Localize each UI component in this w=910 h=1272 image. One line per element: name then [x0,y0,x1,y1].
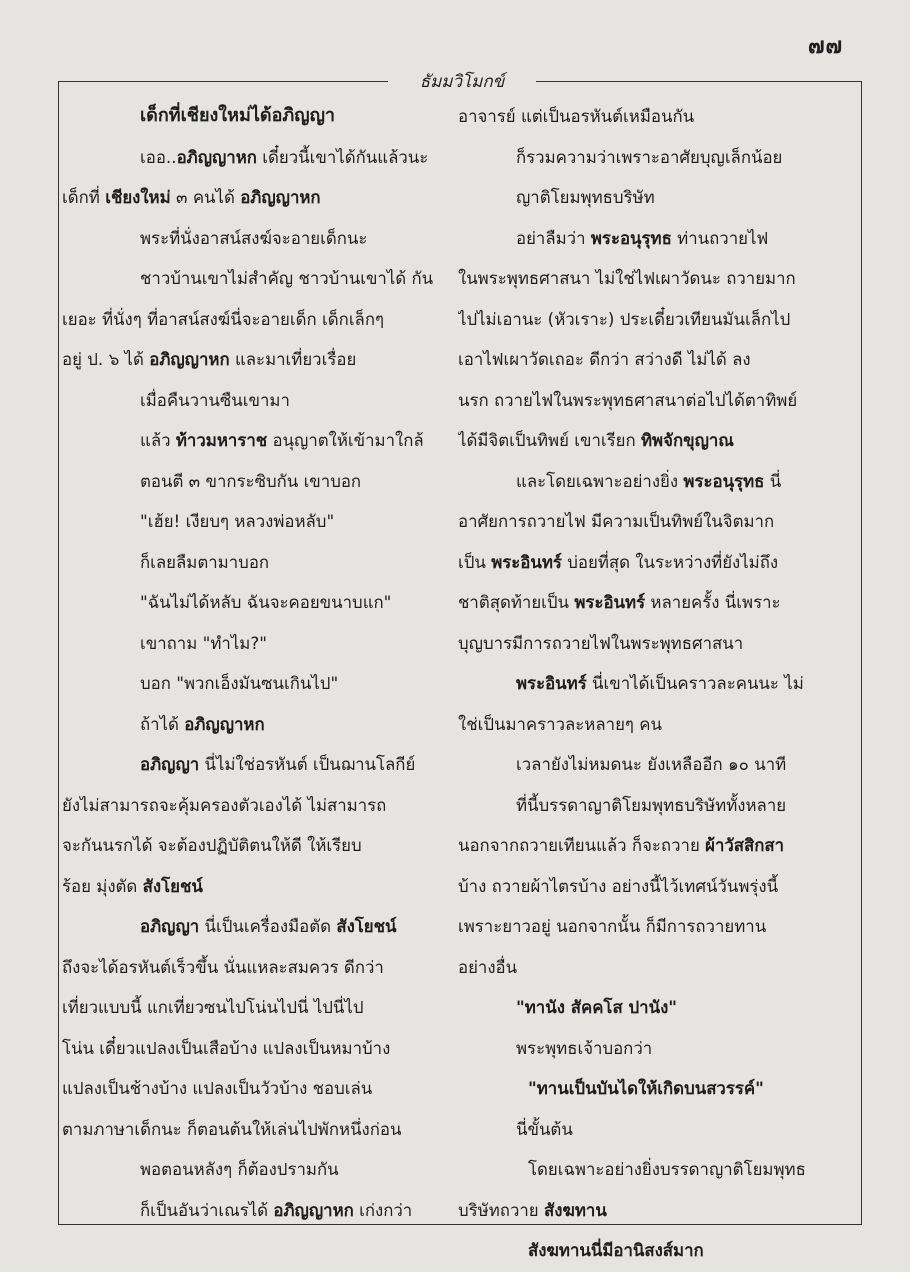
text-line [458,1028,830,1069]
bold-term: "ทานัง สัคคโส ปานัง" [516,997,678,1017]
bold-term: พระอินทร์ [516,673,587,693]
bold-term: สังโยชน์ [142,875,203,896]
text-line [458,825,830,866]
text-run: ถ้าได้ [140,713,185,734]
text-line [458,137,830,178]
text-line [62,663,446,704]
left-column [62,96,446,1230]
bold-term: ท้าวมหาราช [175,430,268,450]
text-line [62,1109,446,1150]
text-line [458,177,830,218]
text-run: อนุญาตให้เข้ามาใกล้ [267,430,424,450]
text-run: อย่างอื่น [458,956,518,977]
text-line [458,299,830,340]
text-line [62,380,446,421]
text-line [458,582,830,623]
text-line [62,1068,446,1109]
text-run: ตอนตี ๓ ขากระซิบกัน เขาบอก [140,470,362,491]
section-heading [62,96,446,137]
text-run: เยอะ ที่นั่งๆ ที่อาสน์สงฆ์นี่จะอายเด็ก เด็กเล็กๆ [62,308,385,329]
text-line [458,96,830,137]
text-line [458,380,830,421]
text-line [458,542,830,583]
bold-term: อภิญญาหก [240,187,321,207]
text-line [62,1028,446,1069]
text-line [458,461,830,502]
text-run: ไปไม่เอานะ (หัวเราะ) ประเดี๋ยวเทียนมันเล็กไป [458,308,791,329]
text-line [458,744,830,785]
text-line [458,785,830,826]
text-line [458,1068,830,1109]
text-run: ญาติโยมพุทธบริษัท [516,187,655,207]
text-run: และมาเที่ยวเรื่อย [229,349,357,369]
text-run: บุญบารมีการถวายไฟในพระพุทธศาสนา [458,632,744,653]
text-line [62,744,446,785]
text-run: อาศัยการถวายไฟ มีความเป็นทิพย์ในจิตมาก [458,511,775,531]
text-line [458,218,830,259]
text-run: เพราะยาวอยู่ นอกจากนั้น ก็มีการถวายทาน [458,916,767,936]
text-run: ท่านถวายไฟ [671,227,769,248]
text-line [458,866,830,907]
bold-term: พระอนุรุทธ [590,227,672,248]
bold-term: อภิญญา [140,754,200,774]
text-line [62,218,446,259]
text-line [62,501,446,542]
text-line [62,704,446,745]
text-run: "ฉันไม่ได้หลับ ฉันจะคอยขนาบแก" [140,592,392,612]
text-run: ร้อย มุ่งตัด [62,875,143,896]
text-run: โดยเฉพาะอย่างยิ่งบรรดาญาติโยมพุทธ [528,1159,806,1179]
bold-term: อภิญญาหก [176,146,257,167]
text-run: นี่เป็นเครื่องมือตัด [199,916,337,936]
text-line [458,339,830,380]
text-run: นรก ถวายไฟในพระพุทธศาสนาต่อไปได้ตาทิพย์ [458,389,798,410]
bold-term: พระอินทร์ [574,592,646,612]
text-run: ๓ คนได้ [170,187,241,207]
text-run: อาจารย์ แต่เป็นอรหันต์เหมือนกัน [458,106,695,126]
text-run: บอก "พวกเอ็งมันซนเกินไป" [140,673,339,693]
text-run: ชาติสุดท้ายเป็น [458,592,575,612]
text-run: ถึงจะได้อรหันต์เร็วขึ้น นั่นแหละสมควร ดีกว่า [62,956,384,977]
text-run: แปลงเป็นช้างบ้าง แปลงเป็นวัวบ้าง ชอบเล่น [62,1078,373,1098]
bold-term: สังฆทานนี่มีอานิสงส์มาก [528,1240,704,1260]
text-line [458,420,830,461]
page-number: ๗๗ [808,33,844,59]
text-line [458,663,830,704]
text-run: ใช่เป็นมาคราวละหลายๆ คน [458,713,662,734]
text-run: ยังไม่สามารถจะคุ้มครองตัวเองได้ ไม่สามารถ [62,794,387,815]
text-run: พอตอนหลังๆ ก็ต้องปรามกัน [140,1159,339,1179]
text-line [458,1109,830,1150]
text-line [62,906,446,947]
text-run: บริษัทถวาย [458,1199,544,1220]
bold-term: อภิญญาหก [273,1199,354,1220]
text-line [458,258,830,299]
text-run: เก่งกว่า [353,1199,413,1220]
text-run: เขาถาม "ทำไม?" [140,632,267,653]
text-line [62,339,446,380]
text-line [62,542,446,583]
text-run: ที่นี้บรรดาญาติโยมพุทธบริษัททั้งหลาย [516,794,787,815]
text-run: พระพุทธเจ้าบอกว่า [516,1037,653,1058]
bold-term: พระอนุรุทธ [683,470,765,491]
text-line [62,987,446,1028]
text-line [62,1149,446,1190]
text-run: อยู่ ป. ๖ ได้ [62,349,150,369]
text-run: เที่ยวแบบนี้ แกเที่ยวซนไปโน่นไปนี่ ไปนี่ไป [62,997,364,1017]
text-line [458,501,830,542]
header-title: ธัมมวิโมกข์ [419,72,505,92]
text-run: ก็รวมความว่าเพราะอาศัยบุญเล็กน้อย [516,146,783,167]
text-run: ก็เป็นอันว่าเณรได้ [140,1199,274,1220]
text-run: บ้าง ถวายผ้าไตรบ้าง อย่างนี้ไว้เทศน์วันพรุ่งนี้ [458,875,779,896]
text-run: นี่ [764,470,782,491]
text-run: เป็น [458,551,492,572]
text-line [62,866,446,907]
text-run: นอกจากถวายเทียนแล้ว ก็จะถวาย [458,835,706,855]
text-run: นี่ไม่ใช่อรหันต์ เป็นฌานโลกีย์ [199,754,416,774]
text-line [458,623,830,664]
bold-term: สังโยชน์ [336,916,397,936]
bold-term: อภิญญา [140,916,200,936]
text-line [458,987,830,1028]
text-run: เด็กที่ [62,187,106,207]
text-line [62,461,446,502]
text-line [62,420,446,461]
text-run: เดี๋ยวนี้เขาได้กันแล้วนะ [256,146,429,167]
text-run: เอาไฟเผาวัดเถอะ ดีกว่า สว่างดี ไม่ได้ ลง [458,349,751,369]
bold-term: ทิพจักขุญาณ [641,430,734,450]
text-line [62,177,446,218]
text-line [62,1190,446,1231]
text-run: ได้มีจิตเป็นทิพย์ เขาเรียก [458,430,641,450]
text-run: นี่เขาได้เป็นคราวละคนนะ ไม่ [586,673,804,693]
text-run: และโดยเฉพาะอย่างยิ่ง [516,470,684,491]
text-line [62,258,446,299]
text-run: บ่อยที่สุด ในระหว่างที่ยังไม่ถึง [561,551,779,572]
text-run: โน่น เดี๋ยวแปลงเป็นเสือบ้าง แปลงเป็นหมาบ้าง [62,1037,391,1058]
text-run: เออ.. [140,146,177,167]
text-line [458,704,830,745]
text-line [458,1230,830,1271]
bold-term: "ทานเป็นบันไดให้เกิดบนสวรรค์" [528,1078,764,1098]
text-run: อย่าลืมว่า [516,227,591,248]
text-run: ในพระพุทธศาสนา ไม่ใช่ไฟเผาวัดนะ ถวายมาก [458,268,796,288]
text-line [62,623,446,664]
bold-term: อภิญญาหก [149,349,230,369]
text-line [62,582,446,623]
text-line [62,137,446,178]
bold-term: อภิญญาหก [184,713,265,734]
text-run: พระที่นั่งอาสน์สงฆ์จะอายเด็กนะ [140,227,368,248]
text-line [62,785,446,826]
text-line [458,947,830,988]
text-line [62,299,446,340]
text-run: ตามภาษาเด็กนะ ก็ตอนต้นให้เล่นไปพักหนึ่งก่อน [62,1118,402,1139]
text-line [458,906,830,947]
text-run: แล้ว [140,430,176,450]
text-run: นี่ขั้นต้น [516,1118,573,1139]
text-run: ชาวบ้านเขาไม่สำคัญ ชาวบ้านเขาได้ กัน [140,268,434,288]
text-run: หลายครั้ง นี่เพราะ [645,592,781,612]
text-line [62,947,446,988]
bold-term: พระอินทร์ [491,551,562,572]
bold-term: เชียงใหม่ [105,187,171,207]
text-run: จะกันนรกได้ จะต้องปฏิบัติตนให้ดี ให้เรียบ [62,835,362,855]
text-line [458,1149,830,1190]
text-run: เมื่อคืนวานซืนเขามา [140,389,290,410]
text-line [458,1190,830,1231]
bold-term: สังฆทาน [543,1199,607,1220]
text-run: "เฮ้ย! เงียบๆ หลวงพ่อหลับ" [140,511,335,531]
bold-term: ผ้าวัสสิกสา [705,835,785,855]
text-line [62,825,446,866]
text-run: ก็เลยลืมตามาบอก [140,551,270,572]
bold-term: เด็กที่เชียงใหม่ได้อภิญญา [140,105,336,126]
right-column [458,96,830,1271]
text-run: เวลายังไม่หมดนะ ยังเหลืออีก ๑๐ นาที [516,754,787,774]
